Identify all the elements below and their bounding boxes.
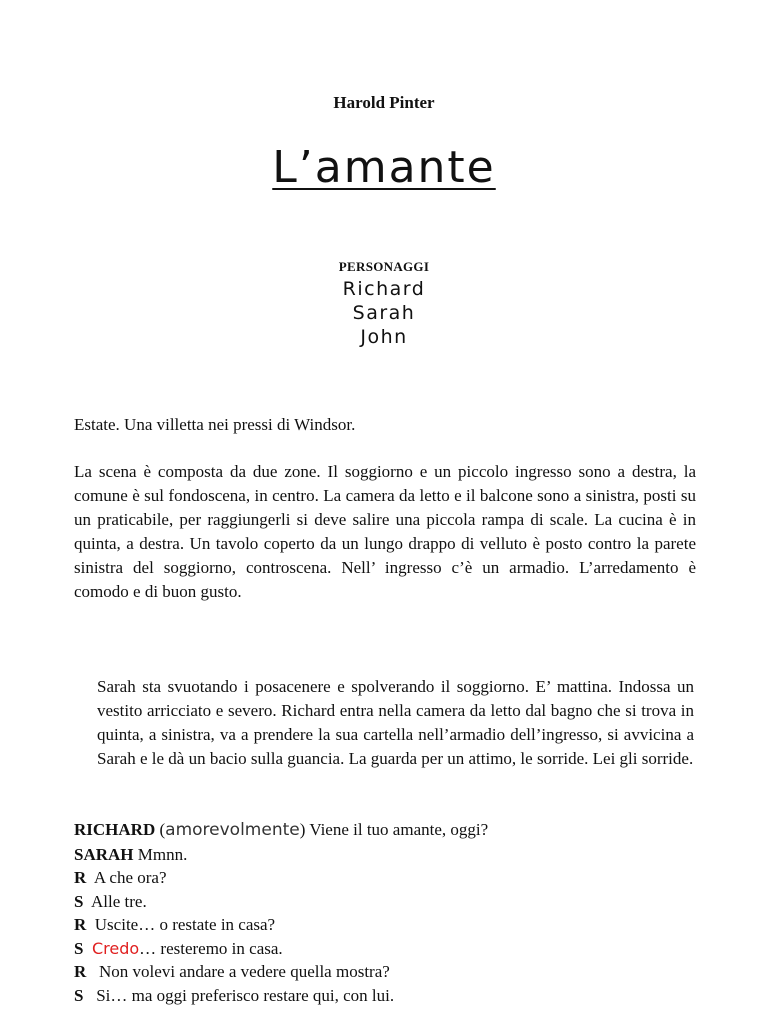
speaker-label: R bbox=[74, 962, 87, 981]
speaker-label: RICHARD bbox=[74, 820, 156, 839]
speaker-label: R bbox=[74, 915, 87, 934]
speaker-label: S bbox=[74, 891, 84, 911]
play-title-text: L’amante bbox=[272, 142, 496, 193]
line-text: Si… ma oggi preferisco restare qui, con lui. bbox=[83, 985, 395, 1005]
line-text: Non volevi andare a vedere quella mostra? bbox=[86, 962, 390, 981]
character-name: Sarah bbox=[352, 302, 416, 324]
dialogue-line bbox=[74, 843, 714, 867]
dialogue-line bbox=[74, 937, 714, 961]
dialogue-block bbox=[74, 818, 714, 1007]
scene-description: La scena è composta da due zone. Il soggiorno e un piccolo ingresso sono a destra, la comune è sul fondoscena, in centro. La camera da letto e il balcone sono a sinistra, posti su un praticabile, per raggiungerli si deve salire una piccola rampa di scale. La cucina è in quinta, a destra. Un tavolo coperto da un lungo drappo di velluto è posto contro la parete sinistra del soggiorno, controscena. Nell’ ingresso c’è un armadio. L’arredamento è comodo e di buon gusto. bbox=[74, 462, 696, 601]
dialogue-line bbox=[74, 818, 714, 843]
dialogue-line bbox=[74, 866, 714, 890]
speaker-label: S bbox=[74, 985, 84, 1005]
play-title bbox=[0, 142, 768, 193]
character-name: John bbox=[360, 326, 408, 348]
highlighted-word: Credo bbox=[91, 938, 140, 958]
dialogue-line bbox=[74, 890, 714, 914]
line-text: ( bbox=[155, 820, 166, 839]
line-text: … resteremo in casa. bbox=[139, 938, 283, 958]
cast-list bbox=[0, 277, 768, 349]
stage-note: amorevolmente bbox=[165, 820, 300, 840]
line-text bbox=[83, 939, 92, 958]
setting-paragraph: Estate. Una villetta nei pressi di Windsor. bbox=[74, 415, 356, 434]
speaker-label: S bbox=[74, 938, 84, 958]
line-text: Uscite… o restate in casa? bbox=[86, 915, 276, 934]
dialogue-line bbox=[74, 984, 714, 1008]
dialogue-line bbox=[74, 913, 714, 937]
line-text: Mmnn. bbox=[133, 844, 188, 864]
line-text: Alle tre. bbox=[83, 891, 147, 911]
dialogue-line bbox=[74, 960, 714, 984]
speaker-label: SARAH bbox=[74, 844, 134, 864]
author-name: Harold Pinter bbox=[333, 93, 435, 112]
line-text: ) Viene il tuo amante, oggi? bbox=[299, 820, 489, 839]
line-text: A che ora? bbox=[86, 868, 167, 887]
character-name: Richard bbox=[342, 278, 426, 300]
cast-heading: PERSONAGGI bbox=[338, 259, 430, 274]
speaker-label: R bbox=[74, 868, 87, 887]
stage-direction: Sarah sta svuotando i posacenere e spolverando il soggiorno. E’ mattina. Indossa un vestito arricciato e severo. Richard entra nella camera da letto dal bagno che si trova in quinta, a sinistra, va a prendere la sua cartella nell’armadio dell’ingresso, si avvicina a Sarah e le dà un bacio sulla guancia. La guarda per un attimo, le sorride. Lei gli sorride. bbox=[97, 677, 694, 768]
